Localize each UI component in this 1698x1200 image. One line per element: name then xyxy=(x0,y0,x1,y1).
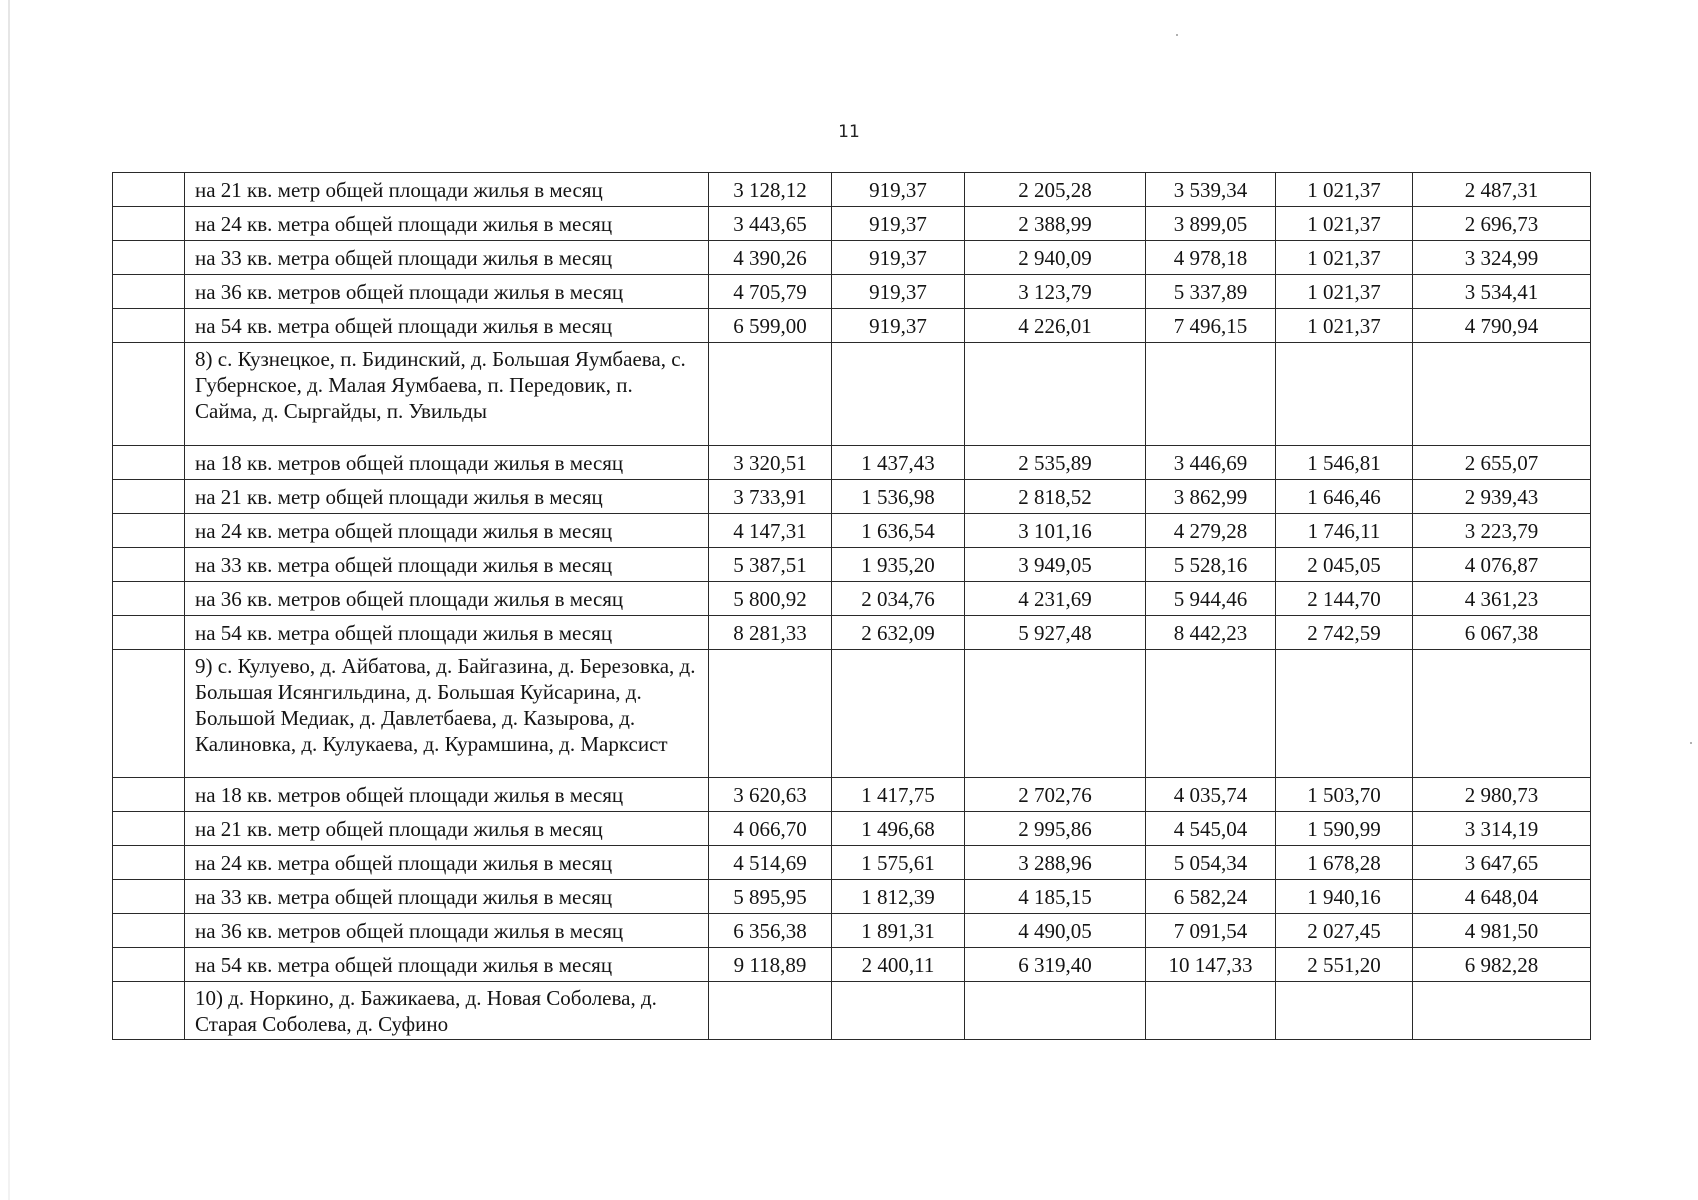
value-cell: 919,37 xyxy=(832,241,965,275)
value-cell: 3 123,79 xyxy=(965,275,1146,309)
value-cell: 919,37 xyxy=(832,309,965,343)
value-cell: 2 702,76 xyxy=(965,778,1146,812)
value-cell: 1 746,11 xyxy=(1276,514,1413,548)
empty-cell xyxy=(1413,982,1591,1040)
empty-cell xyxy=(1413,650,1591,778)
value-cell: 2 939,43 xyxy=(1413,480,1591,514)
row-index-cell xyxy=(113,982,185,1040)
area-norm-label: на 33 кв. метра общей площади жилья в месяц xyxy=(185,548,709,582)
row-index-cell xyxy=(113,846,185,880)
value-cell: 4 185,15 xyxy=(965,880,1146,914)
value-cell: 4 705,79 xyxy=(709,275,832,309)
value-cell: 5 528,16 xyxy=(1146,548,1276,582)
value-cell: 1 678,28 xyxy=(1276,846,1413,880)
value-cell: 2 205,28 xyxy=(965,173,1146,207)
value-cell: 8 281,33 xyxy=(709,616,832,650)
row-index-cell xyxy=(113,241,185,275)
area-norm-label: на 18 кв. метров общей площади жилья в месяц xyxy=(185,778,709,812)
value-cell: 1 021,37 xyxy=(1276,309,1413,343)
value-cell: 2 027,45 xyxy=(1276,914,1413,948)
table-row xyxy=(113,514,1591,548)
row-index-cell xyxy=(113,778,185,812)
value-cell: 2 045,05 xyxy=(1276,548,1413,582)
row-index-cell xyxy=(113,343,185,446)
value-cell: 3 899,05 xyxy=(1146,207,1276,241)
value-cell: 3 324,99 xyxy=(1413,241,1591,275)
value-cell: 2 400,11 xyxy=(832,948,965,982)
value-cell: 6 582,24 xyxy=(1146,880,1276,914)
row-index-cell xyxy=(113,446,185,480)
empty-cell xyxy=(1146,343,1276,446)
area-norm-label: на 33 кв. метра общей площади жилья в месяц xyxy=(185,241,709,275)
value-cell: 2 632,09 xyxy=(832,616,965,650)
value-cell: 5 944,46 xyxy=(1146,582,1276,616)
value-cell: 2 742,59 xyxy=(1276,616,1413,650)
value-cell: 4 981,50 xyxy=(1413,914,1591,948)
value-cell: 4 279,28 xyxy=(1146,514,1276,548)
value-cell: 1 812,39 xyxy=(832,880,965,914)
scan-speck xyxy=(1176,34,1178,36)
value-cell: 919,37 xyxy=(832,207,965,241)
value-cell: 5 800,92 xyxy=(709,582,832,616)
value-cell: 4 490,05 xyxy=(965,914,1146,948)
value-cell: 1 891,31 xyxy=(832,914,965,948)
value-cell: 6 599,00 xyxy=(709,309,832,343)
area-norm-label: на 36 кв. метров общей площади жилья в месяц xyxy=(185,914,709,948)
value-cell: 1 575,61 xyxy=(832,846,965,880)
value-cell: 4 790,94 xyxy=(1413,309,1591,343)
value-cell: 1 940,16 xyxy=(1276,880,1413,914)
value-cell: 1 496,68 xyxy=(832,812,965,846)
tariff-table xyxy=(112,172,1591,1040)
value-cell: 3 320,51 xyxy=(709,446,832,480)
settlement-group-label: 10) д. Норкино, д. Бажикаева, д. Новая Соболева, д. Старая Соболева, д. Суфино xyxy=(185,982,709,1040)
table-row xyxy=(113,812,1591,846)
value-cell: 4 390,26 xyxy=(709,241,832,275)
area-norm-label: на 21 кв. метр общей площади жилья в месяц xyxy=(185,812,709,846)
area-norm-label: на 54 кв. метра общей площади жилья в месяц xyxy=(185,948,709,982)
empty-cell xyxy=(1276,343,1413,446)
value-cell: 2 818,52 xyxy=(965,480,1146,514)
empty-cell xyxy=(832,343,965,446)
area-norm-label: на 24 кв. метра общей площади жилья в месяц xyxy=(185,207,709,241)
value-cell: 3 539,34 xyxy=(1146,173,1276,207)
value-cell: 2 388,99 xyxy=(965,207,1146,241)
value-cell: 7 496,15 xyxy=(1146,309,1276,343)
value-cell: 4 076,87 xyxy=(1413,548,1591,582)
empty-cell xyxy=(1276,982,1413,1040)
value-cell: 1 021,37 xyxy=(1276,207,1413,241)
value-cell: 2 995,86 xyxy=(965,812,1146,846)
row-index-cell xyxy=(113,207,185,241)
table-row xyxy=(113,207,1591,241)
row-index-cell xyxy=(113,616,185,650)
value-cell: 3 223,79 xyxy=(1413,514,1591,548)
value-cell: 3 949,05 xyxy=(965,548,1146,582)
value-cell: 2 940,09 xyxy=(965,241,1146,275)
empty-cell xyxy=(832,650,965,778)
value-cell: 2 696,73 xyxy=(1413,207,1591,241)
area-norm-label: на 36 кв. метров общей площади жилья в месяц xyxy=(185,582,709,616)
value-cell: 5 337,89 xyxy=(1146,275,1276,309)
area-norm-label: на 54 кв. метра общей площади жилья в месяц xyxy=(185,616,709,650)
value-cell: 2 487,31 xyxy=(1413,173,1591,207)
value-cell: 3 314,19 xyxy=(1413,812,1591,846)
empty-cell xyxy=(1413,343,1591,446)
value-cell: 3 288,96 xyxy=(965,846,1146,880)
value-cell: 6 067,38 xyxy=(1413,616,1591,650)
table-row xyxy=(113,948,1591,982)
table-row xyxy=(113,914,1591,948)
value-cell: 4 514,69 xyxy=(709,846,832,880)
value-cell: 9 118,89 xyxy=(709,948,832,982)
empty-cell xyxy=(709,343,832,446)
value-cell: 1 503,70 xyxy=(1276,778,1413,812)
value-cell: 5 054,34 xyxy=(1146,846,1276,880)
table-row xyxy=(113,275,1591,309)
table-row xyxy=(113,548,1591,582)
row-index-cell xyxy=(113,514,185,548)
row-index-cell xyxy=(113,880,185,914)
area-norm-label: на 21 кв. метр общей площади жилья в месяц xyxy=(185,480,709,514)
value-cell: 4 231,69 xyxy=(965,582,1146,616)
value-cell: 4 978,18 xyxy=(1146,241,1276,275)
empty-cell xyxy=(965,343,1146,446)
settlement-group-label: 9) с. Кулуево, д. Айбатова, д. Байгазина, д. Березовка, д. Большая Исянгильдина, д. Большая Куйсарина, д. Большой Медиак, д. Давлетбаева, д. Казырова, д. Калиновка, д. Кулукаева, д. Курамшина, д. Марксист xyxy=(185,650,709,778)
value-cell: 5 895,95 xyxy=(709,880,832,914)
value-cell: 8 442,23 xyxy=(1146,616,1276,650)
value-cell: 2 655,07 xyxy=(1413,446,1591,480)
row-index-cell xyxy=(113,650,185,778)
value-cell: 4 361,23 xyxy=(1413,582,1591,616)
area-norm-label: на 18 кв. метров общей площади жилья в месяц xyxy=(185,446,709,480)
table-row xyxy=(113,616,1591,650)
value-cell: 2 034,76 xyxy=(832,582,965,616)
value-cell: 3 862,99 xyxy=(1146,480,1276,514)
row-index-cell xyxy=(113,812,185,846)
table-row xyxy=(113,778,1591,812)
row-index-cell xyxy=(113,275,185,309)
table-row xyxy=(113,846,1591,880)
empty-cell xyxy=(832,982,965,1040)
scan-edge-shadow xyxy=(8,0,10,1200)
row-index-cell xyxy=(113,480,185,514)
area-norm-label: на 36 кв. метров общей площади жилья в месяц xyxy=(185,275,709,309)
empty-cell xyxy=(709,650,832,778)
value-cell: 6 982,28 xyxy=(1413,948,1591,982)
value-cell: 7 091,54 xyxy=(1146,914,1276,948)
row-index-cell xyxy=(113,548,185,582)
empty-cell xyxy=(1146,982,1276,1040)
value-cell: 919,37 xyxy=(832,275,965,309)
table-row xyxy=(113,480,1591,514)
empty-cell xyxy=(1146,650,1276,778)
value-cell: 3 128,12 xyxy=(709,173,832,207)
value-cell: 5 927,48 xyxy=(965,616,1146,650)
area-norm-label: на 24 кв. метра общей площади жилья в месяц xyxy=(185,846,709,880)
value-cell: 2 551,20 xyxy=(1276,948,1413,982)
row-index-cell xyxy=(113,309,185,343)
table-row xyxy=(113,241,1591,275)
empty-cell xyxy=(709,982,832,1040)
value-cell: 1 646,46 xyxy=(1276,480,1413,514)
settlement-group-row xyxy=(113,650,1591,778)
row-index-cell xyxy=(113,582,185,616)
value-cell: 6 319,40 xyxy=(965,948,1146,982)
value-cell: 1 546,81 xyxy=(1276,446,1413,480)
area-norm-label: на 24 кв. метра общей площади жилья в месяц xyxy=(185,514,709,548)
value-cell: 1 021,37 xyxy=(1276,173,1413,207)
area-norm-label: на 21 кв. метр общей площади жилья в месяц xyxy=(185,173,709,207)
page-number: 11 xyxy=(838,122,860,142)
area-norm-label: на 33 кв. метра общей площади жилья в месяц xyxy=(185,880,709,914)
value-cell: 3 534,41 xyxy=(1413,275,1591,309)
value-cell: 1 636,54 xyxy=(832,514,965,548)
value-cell: 3 647,65 xyxy=(1413,846,1591,880)
value-cell: 1 536,98 xyxy=(832,480,965,514)
value-cell: 2 144,70 xyxy=(1276,582,1413,616)
value-cell: 4 648,04 xyxy=(1413,880,1591,914)
value-cell: 1 417,75 xyxy=(832,778,965,812)
table-row xyxy=(113,582,1591,616)
value-cell: 1 935,20 xyxy=(832,548,965,582)
value-cell: 4 035,74 xyxy=(1146,778,1276,812)
value-cell: 2 980,73 xyxy=(1413,778,1591,812)
empty-cell xyxy=(965,650,1146,778)
tariff-table-body xyxy=(113,173,1591,1040)
value-cell: 4 545,04 xyxy=(1146,812,1276,846)
value-cell: 3 443,65 xyxy=(709,207,832,241)
settlement-group-label: 8) с. Кузнецкое, п. Бидинский, д. Большая Яумбаева, с. Губернское, д. Малая Яумбаева, п. Передовик, п. Сайма, д. Сыргайды, п. Увильды xyxy=(185,343,709,446)
row-index-cell xyxy=(113,948,185,982)
value-cell: 4 147,31 xyxy=(709,514,832,548)
value-cell: 919,37 xyxy=(832,173,965,207)
settlement-group-row xyxy=(113,343,1591,446)
area-norm-label: на 54 кв. метра общей площади жилья в месяц xyxy=(185,309,709,343)
value-cell: 5 387,51 xyxy=(709,548,832,582)
value-cell: 3 620,63 xyxy=(709,778,832,812)
value-cell: 1 021,37 xyxy=(1276,275,1413,309)
value-cell: 6 356,38 xyxy=(709,914,832,948)
settlement-group-row xyxy=(113,982,1591,1040)
value-cell: 4 066,70 xyxy=(709,812,832,846)
table-row xyxy=(113,309,1591,343)
value-cell: 3 101,16 xyxy=(965,514,1146,548)
row-index-cell xyxy=(113,173,185,207)
empty-cell xyxy=(965,982,1146,1040)
scan-speck xyxy=(1690,742,1692,744)
table-row xyxy=(113,446,1591,480)
value-cell: 1 437,43 xyxy=(832,446,965,480)
value-cell: 1 590,99 xyxy=(1276,812,1413,846)
value-cell: 2 535,89 xyxy=(965,446,1146,480)
value-cell: 3 446,69 xyxy=(1146,446,1276,480)
value-cell: 4 226,01 xyxy=(965,309,1146,343)
table-row xyxy=(113,880,1591,914)
table-row xyxy=(113,173,1591,207)
value-cell: 1 021,37 xyxy=(1276,241,1413,275)
empty-cell xyxy=(1276,650,1413,778)
row-index-cell xyxy=(113,914,185,948)
value-cell: 3 733,91 xyxy=(709,480,832,514)
value-cell: 10 147,33 xyxy=(1146,948,1276,982)
